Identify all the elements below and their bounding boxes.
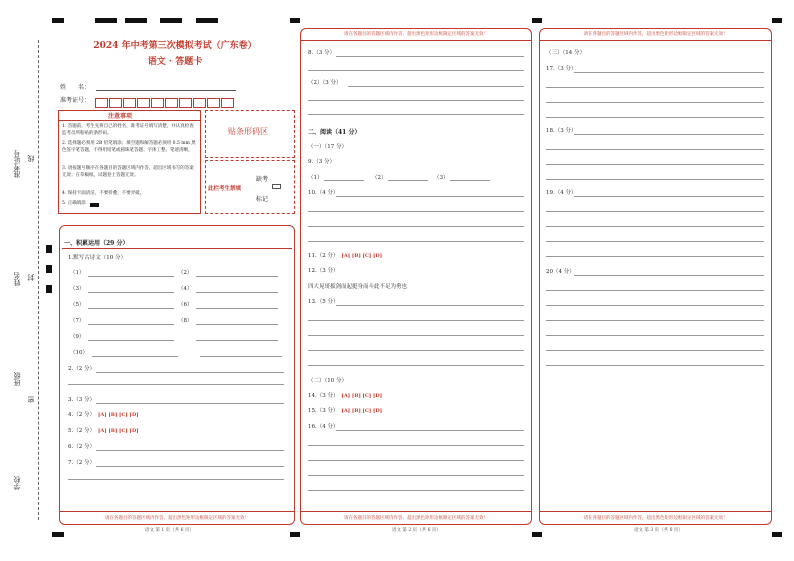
answer-line[interactable] [196,276,278,277]
answer-line[interactable] [450,180,490,181]
timing-mark [46,265,52,273]
answer-line[interactable] [336,430,524,431]
question-15: 15.（3 分） [A] [B] [C] [D] [308,408,383,414]
answer-line[interactable] [574,275,764,276]
absent-label-2: 标记 [256,196,269,203]
choice-options[interactable]: [A] [B] [C] [D] [341,253,383,259]
answer-line[interactable] [96,450,284,451]
answer-line[interactable] [88,292,174,293]
blank-label: （10） [70,350,88,356]
warning-divider [300,511,532,512]
answer-line[interactable] [546,117,764,118]
answer-line[interactable] [308,226,524,227]
timing-mark [772,18,782,23]
answer-line[interactable] [308,114,524,115]
question-4: 4.（2 分） [A] [B] [C] [D] [68,412,139,418]
timing-mark [125,18,147,23]
question-2: 2.（2 分） [68,366,95,372]
question-8-2: （2）（3 分） [308,80,342,86]
answer-line[interactable] [324,180,364,181]
blank-label: （8） [178,318,193,324]
notice-item-4: 4. 保持卡面清洁，不要折叠、不要弄破。 [62,191,145,196]
blank-label: （5） [70,302,85,308]
question-1: 1.默写古诗文（10 分） [68,255,126,261]
choice-options[interactable]: [A] [B] [C] [D] [341,408,383,414]
warning-text: 请在各题目的答题区域内作答，超出黑色矩形边框限定区域的答案无效！ [105,516,249,521]
question-19: 19.（4 分） [546,190,577,196]
blank-label: （3） [70,286,85,292]
answer-line[interactable] [574,134,764,135]
warning-text: 请在各题目的答题区域内作答，超出黑色矩形边框限定区域的答案无效！ [344,32,488,37]
side-label-school: 学校 [13,476,21,490]
absent-label: 缺考 [256,176,269,183]
notice-heading: 注意事项 [108,113,133,120]
answer-line[interactable] [308,475,524,476]
timing-mark [772,532,782,537]
part-1: （一）（17 分） [308,144,347,150]
answer-line[interactable] [546,335,764,336]
warning-text: 请在各题目的答题区域内作答，超出黑色矩形边框限定区域的答案无效！ [583,516,728,521]
q9-sub: （3） [434,175,449,181]
answer-line[interactable] [68,479,284,480]
page-footer: 语文 第 3 页（共 6 页） [634,528,683,533]
page-footer: 语文 第 2 页（共 6 页） [392,528,441,533]
name-field[interactable] [96,90,236,91]
blank-label: （4） [178,286,193,292]
warning-divider [539,511,772,512]
answer-line[interactable] [196,308,278,309]
answer-line[interactable] [308,241,524,242]
answer-line[interactable] [546,290,764,291]
answer-line[interactable] [308,445,524,446]
question-9: 9.（3 分） [308,159,335,165]
side-label-line: 线 [27,155,35,162]
answer-line[interactable] [546,149,764,150]
answer-line[interactable] [96,466,284,467]
warning-text: 请在各题目的答题区域内作答，超出黑色矩形边框限定区域的答案无效！ [344,516,488,521]
answer-line[interactable] [308,320,524,321]
fill-sample-icon [90,203,99,207]
answer-line[interactable] [92,356,178,357]
timing-mark [46,285,52,293]
answer-area-col1 [59,225,295,525]
binding-line [38,40,39,520]
question-3: 3.（3 分） [68,397,95,403]
part-2: （二）（10 分） [308,378,347,384]
answer-line[interactable] [546,320,764,321]
section-title-2: 二、阅读（41 分） [308,129,361,136]
answer-line[interactable] [308,211,524,212]
section-title-1: 一、积累运用（29 分） [64,240,129,247]
blank-label: （2） [178,270,193,276]
page-title: 2024 年中考第三次模拟考试（广东卷） [93,41,257,51]
warning-text: 请在各题目的答题区域内作答，超出黑色矩形边框限定区域的答案无效！ [583,32,728,37]
exam-no-label: 准考证号： [60,97,91,104]
answer-line[interactable] [68,384,284,385]
page-footer: 语文 第 1 页（共 6 页） [145,528,194,533]
timing-mark [290,532,300,537]
blank-label: （1） [70,270,85,276]
choice-options[interactable]: [A] [B] [C] [D] [341,393,383,399]
answer-line[interactable] [546,102,764,103]
answer-line[interactable] [574,72,764,73]
answer-line[interactable] [546,256,764,257]
question-20: 20（4 分） [546,269,575,275]
timing-mark [290,18,300,23]
answer-line[interactable] [388,180,428,181]
notice-item-1: 1. 答题前，考生先将自己的姓名，准考证号填写清楚，并认真检查监考员所粘贴的条形码。 [62,124,194,137]
answer-line[interactable] [196,292,278,293]
part-3: （三）（14 分） [546,50,585,56]
answer-line[interactable] [88,340,174,341]
barcode-label: 贴条形码区 [228,127,268,136]
side-label-exam-no: 准考证号 [13,150,21,178]
notice-item-3: 3. 请按题号顺序在各题目的答题区域内作答，超出区域书写的答案无效；在草稿纸、试题卷上答题无效。 [62,166,194,179]
side-label-name: 姓名 [13,272,21,286]
warning-divider [59,511,295,512]
answer-line[interactable] [336,305,524,306]
notice-item-5: 5. 正确填涂 [62,201,86,206]
answer-line[interactable] [546,241,764,242]
answer-line[interactable] [96,372,284,373]
warning-divider [300,40,532,41]
answer-line[interactable] [546,211,764,212]
question-5: 5.（2 分） [A] [B] [C] [D] [68,428,139,434]
blank-label: （7） [70,318,85,324]
question-13: 13.（5 分） [308,299,339,305]
side-label-seal: 封 [27,274,35,281]
answer-line[interactable] [88,276,174,277]
question-12: 12.（3 分） [308,268,339,274]
answer-line[interactable] [546,226,764,227]
answer-line[interactable] [88,324,174,325]
answer-line[interactable] [546,305,764,306]
question-6: 6.（2 分） [68,444,95,450]
choice-options[interactable]: [A] [B] [C] [D] [98,412,139,418]
answer-line[interactable] [574,196,764,197]
question-10: 10.（4 分） [308,190,339,196]
question-16: 16.（4 分） [308,424,339,430]
answer-line[interactable] [308,365,524,366]
answer-line[interactable] [546,365,764,366]
answer-line[interactable] [88,308,174,309]
answer-area-col2 [300,28,532,525]
answer-line[interactable] [196,324,278,325]
q9-sub: （2） [372,175,387,181]
question-12-text: 四大晃哥拔剑而起挺身而斗此不足为勇也 [308,284,408,290]
question-8: 8.（3 分） [308,50,335,56]
answer-line[interactable] [308,70,524,71]
answer-line[interactable] [546,179,764,180]
question-17: 17.（3 分） [546,66,577,72]
warning-divider [539,40,772,41]
answer-line[interactable] [308,100,524,101]
question-11: 11.（2 分） [A] [B] [C] [D] [308,253,383,259]
answer-line[interactable] [348,86,524,87]
absent-checkbox[interactable] [272,184,281,189]
side-label-class: 班级 [13,372,21,386]
answer-line[interactable] [336,56,524,57]
timing-mark [52,18,64,23]
section-divider [62,248,292,249]
question-14: 14.（3 分） [A] [B] [C] [D] [308,393,383,399]
page-subtitle: 语文 · 答题卡 [147,57,203,67]
answer-line[interactable] [308,335,524,336]
answer-line[interactable] [308,490,524,491]
answer-line[interactable] [96,403,284,404]
question-18: 18.（3 分） [546,128,577,134]
timing-mark [95,18,117,23]
answer-line[interactable] [308,460,524,461]
absent-note: 此栏考生禁填 [208,186,242,192]
q9-sub: （1） [308,175,323,181]
name-label: 姓 名： [60,84,91,91]
timing-mark [196,18,218,23]
blank-label: （6） [178,302,193,308]
answer-line[interactable] [546,164,764,165]
blank-label: （9） [70,334,85,340]
answer-line[interactable] [308,350,524,351]
timing-mark [532,532,542,537]
answer-line[interactable] [200,356,282,357]
choice-options[interactable]: [A] [B] [C] [D] [98,428,139,434]
question-7: 7.（2 分） [68,460,95,466]
timing-mark [160,18,182,23]
notice-divider [58,120,201,121]
timing-mark [52,532,64,537]
notice-item-2: 2. 选择题必须用 2B 铅笔填涂；填空题和解答题必须用 0.5 mm 黑色签字笔答题，不得用铅笔或圆珠笔答题；字体工整、笔迹清晰。 [62,141,196,154]
answer-line[interactable] [336,196,524,197]
answer-line[interactable] [196,340,278,341]
timing-mark [532,18,542,23]
timing-mark [46,245,52,253]
answer-line[interactable] [546,87,764,88]
side-label-dense: 密 [27,396,35,403]
answer-line[interactable] [546,350,764,351]
